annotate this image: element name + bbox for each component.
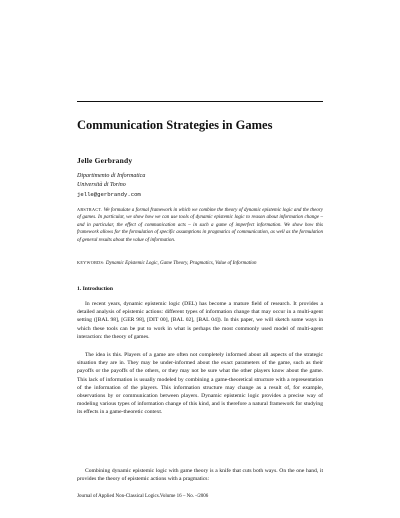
abstract-label: ABSTRACT. xyxy=(77,207,103,212)
abstract-text: We formulate a formal framework in which we combine the theory of dynamic epistemic logic and the theory of games. In particular, we show how we can use tools of dynamic epistemic logic to reason about information change – and in particular, the effect of communication acts – in such a game of imperfect information. We show how this framework allows for the formulation of specific assumptions in pragmatics of communication, as well as the formulation of general results about the value of information. xyxy=(77,208,324,243)
abstract xyxy=(77,206,323,244)
affiliation-university: Università di Torino xyxy=(77,182,126,188)
journal-footer: Journal of Applied Non-Classical Logics.Volume 16 – No. -/2006 xyxy=(77,494,209,499)
author-name: Jelle Gerbrandy xyxy=(77,156,133,165)
section-heading-introduction: 1. Introduction xyxy=(77,286,113,292)
keywords-text: Dynamic Epistemic Logic, Game Theory, Pragmatics, Value of Information xyxy=(105,261,257,266)
keywords-label: KEYWORDS: xyxy=(77,260,105,265)
paper-title: Communication Strategies in Games xyxy=(77,118,273,132)
paragraph-text: The idea is this. Players of a game are often not completely informed about all aspects of the strategic situation they are in. They may be under-informed about the exact parameters of the game, such as their payoffs or the payoffs of the others, or they may not be sure what the other players know about the game. This lack of information is usually modeled by combining a game-theoretical structure with a representation of the information of the players. This information structure may change as a result of, for example, observations by or communication between players. Dynamic epistemic logic provides a precise way of modeling various types of information change of this kind, and is therefore a natural framework for studying its effects in a game-theoretic context. xyxy=(77,352,323,416)
title-rule xyxy=(77,101,323,102)
paragraph-text: Combining dynamic epistemic logic with game theory is a knife that cuts both ways. On the one hand, it provides the theory of epistemic actions with a pragmatics: xyxy=(77,468,323,483)
keywords xyxy=(77,259,323,267)
body-paragraph-3 xyxy=(77,467,323,483)
body-paragraph-1 xyxy=(77,300,323,341)
author-affiliation xyxy=(77,172,145,199)
affiliation-department: Dipartimento di Informatica xyxy=(77,173,146,179)
paragraph-text: In recent years, dynamic epistemic logic (DEL) has become a mature field of research. It provides a detailed analysis of epistemic actions: different types of information change that may occur in a multi-agent setting ([BAL 98], [GER 98], [DIT 00], [BAL 02], [BAL 04]). In this paper, we will sketch some ways in which these tools can be put to work in what is perhaps the most commonly used model of multi-agent interaction: the theory of games. xyxy=(77,301,323,340)
body-paragraph-2 xyxy=(77,351,323,417)
author-email: jelle@gerbrandy.com xyxy=(77,191,141,198)
